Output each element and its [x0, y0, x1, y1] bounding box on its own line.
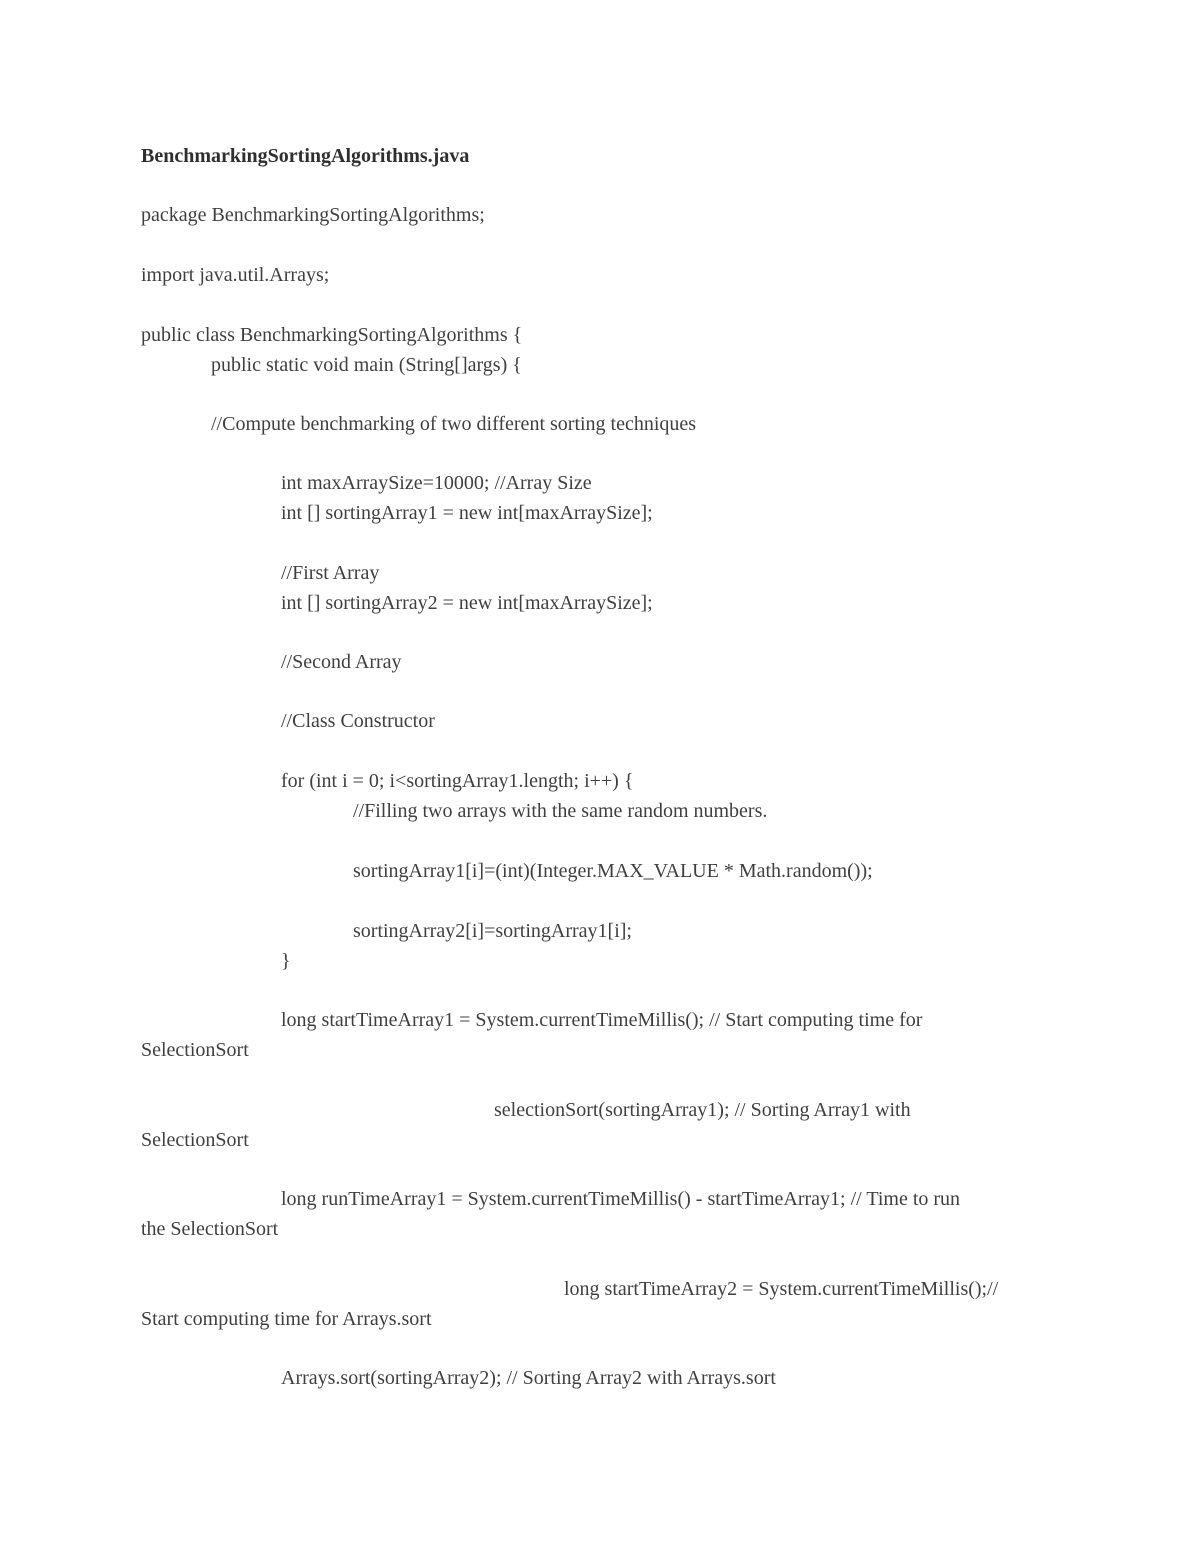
code-line-wrap-start-computing: Start computing time for Arrays.sort: [141, 1308, 432, 1330]
document-title: BenchmarkingSortingAlgorithms.java: [141, 145, 470, 167]
code-line-import: import java.util.Arrays;: [141, 264, 330, 286]
code-line-array1: int [] sortingArray1 = new int[maxArraySize];: [281, 502, 653, 524]
code-line-close-brace: }: [281, 950, 291, 972]
code-line-comment-second-array: //Second Array: [281, 651, 402, 673]
code-line-selection-sort-call: selectionSort(sortingArray1); // Sorting Array1 with: [494, 1099, 911, 1121]
code-line-wrap-selectionsort-2: SelectionSort: [141, 1129, 249, 1151]
code-line-for-loop: for (int i = 0; i<sortingArray1.length; i++) {: [281, 770, 634, 792]
code-line-class: public class BenchmarkingSortingAlgorithms {: [141, 324, 523, 346]
code-line-start-time-array1: long startTimeArray1 = System.currentTimeMillis(); // Start computing time for: [281, 1009, 923, 1031]
code-line-arrays-sort-call: Arrays.sort(sortingArray2); // Sorting Array2 with Arrays.sort: [281, 1367, 776, 1389]
code-line-fill-array2: sortingArray2[i]=sortingArray1[i];: [353, 920, 632, 942]
code-line-comment-benchmark: //Compute benchmarking of two different sorting techniques: [211, 413, 697, 435]
code-line-comment-first-array: //First Array: [281, 562, 380, 584]
code-line-max-array-size: int maxArraySize=10000; //Array Size: [281, 472, 592, 494]
code-line-wrap-the-selectionsort: the SelectionSort: [141, 1218, 279, 1240]
code-line-main: public static void main (String[]args) {: [211, 354, 522, 376]
code-line-fill-array1: sortingArray1[i]=(int)(Integer.MAX_VALUE * Math.random());: [353, 860, 873, 882]
code-line-start-time-array2: long startTimeArray2 = System.currentTimeMillis();//: [564, 1278, 999, 1300]
code-line-package: package BenchmarkingSortingAlgorithms;: [141, 204, 485, 226]
code-line-comment-constructor: //Class Constructor: [281, 710, 435, 732]
code-line-run-time-array1: long runTimeArray1 = System.currentTimeMillis() - startTimeArray1; // Time to run: [281, 1188, 961, 1210]
code-line-wrap-selectionsort-1: SelectionSort: [141, 1039, 249, 1061]
code-line-comment-filling: //Filling two arrays with the same random numbers.: [353, 800, 768, 822]
code-line-array2: int [] sortingArray2 = new int[maxArraySize];: [281, 592, 653, 614]
